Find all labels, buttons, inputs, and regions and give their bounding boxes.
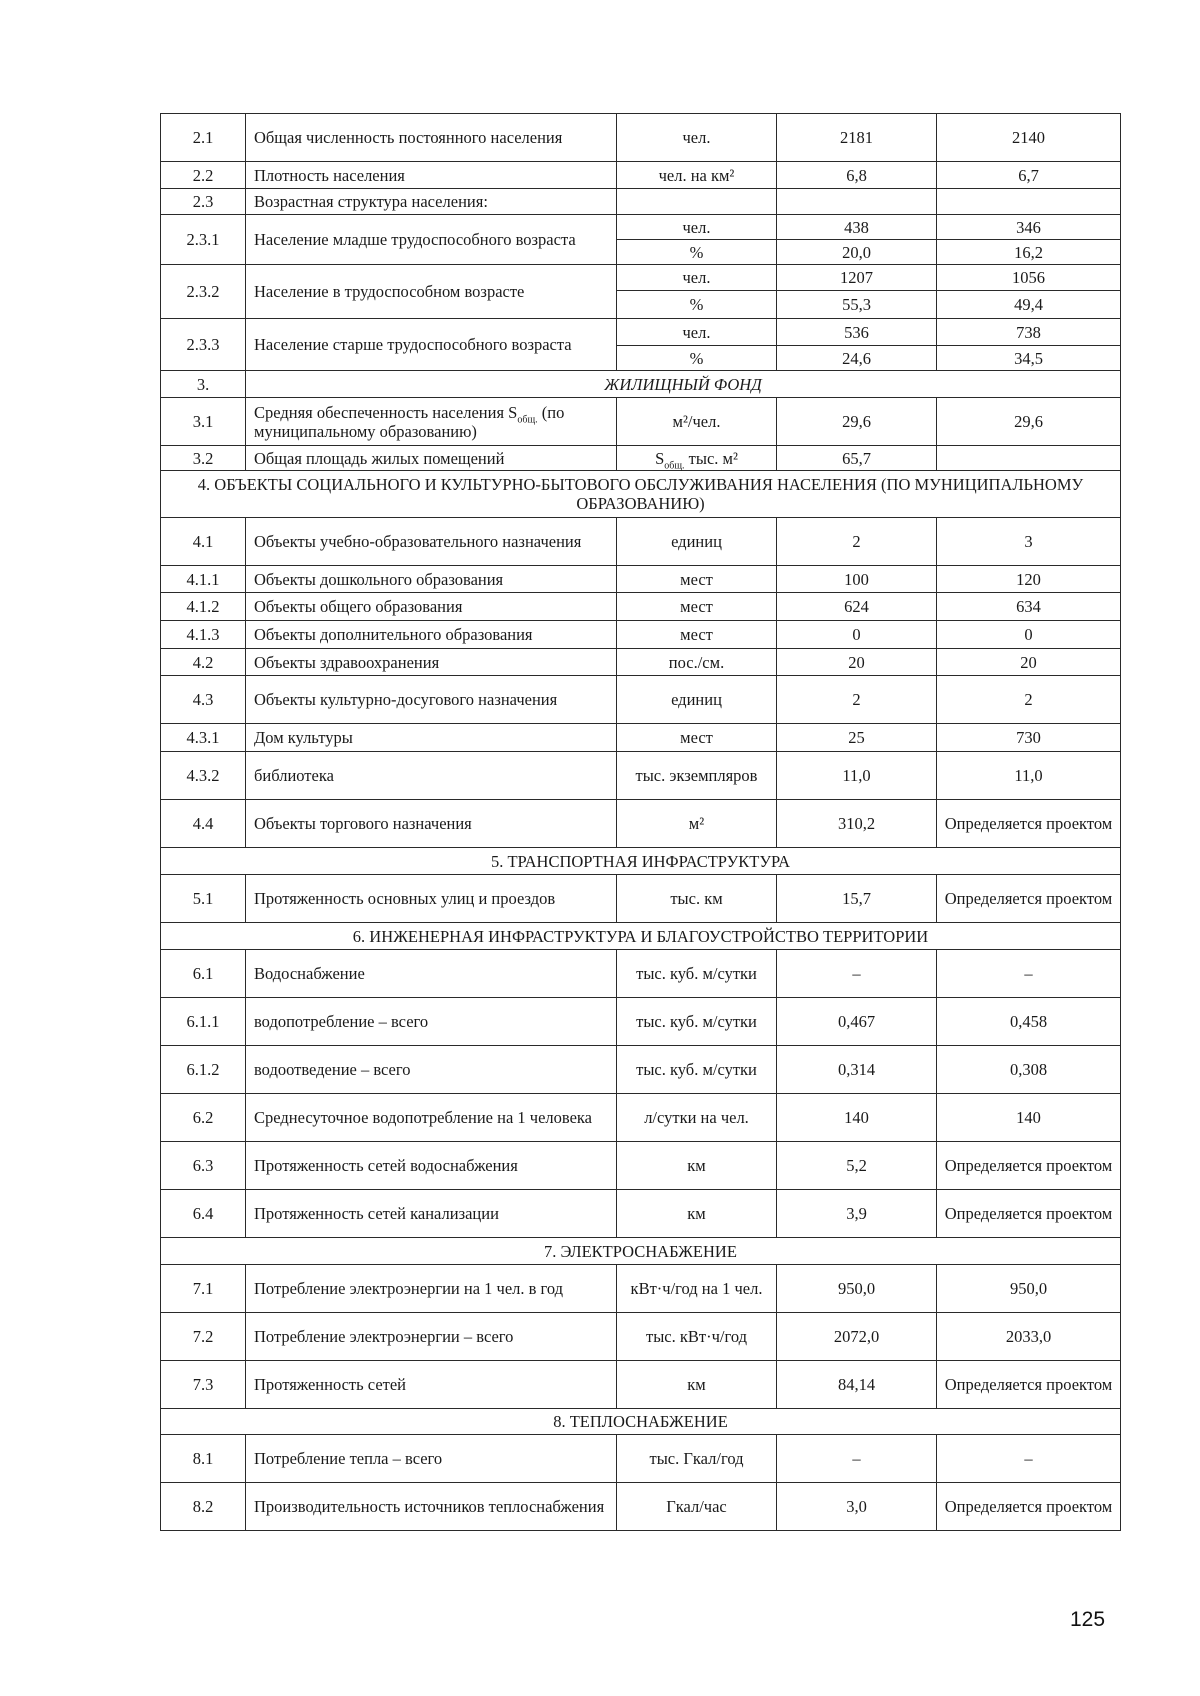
value-projected-cell: 3 — [937, 518, 1121, 566]
indicator-name-cell: Население старше трудоспособного возраста — [246, 319, 617, 371]
section-row — [161, 471, 1121, 518]
row-number-cell: 6.4 — [161, 1190, 246, 1238]
table-row — [161, 319, 1121, 346]
indicator-name-cell: Население младше трудоспособного возраста — [246, 215, 617, 265]
table-row — [161, 875, 1121, 923]
indicator-name-cell: Общая численность постоянного населения — [246, 114, 617, 162]
row-number-cell: 6.1.2 — [161, 1046, 246, 1094]
table-row — [161, 649, 1121, 676]
value-current-cell: 2 — [777, 676, 937, 724]
table-row — [161, 1190, 1121, 1238]
table-row — [161, 676, 1121, 724]
value-current-cell: 3,0 — [777, 1483, 937, 1531]
value-current-cell: 950,0 — [777, 1265, 937, 1313]
table-row — [161, 1313, 1121, 1361]
table-row — [161, 566, 1121, 593]
table-row — [161, 1265, 1121, 1313]
table-row — [161, 215, 1121, 240]
section-title: 7. ЭЛЕКТРОСНАБЖЕНИЕ — [161, 1238, 1121, 1265]
value-current-cell — [777, 189, 937, 215]
row-number-cell: 2.3.3 — [161, 319, 246, 371]
unit-cell: тыс. куб. м/сутки — [617, 1046, 777, 1094]
section-row — [161, 1238, 1121, 1265]
unit-cell: мест — [617, 621, 777, 649]
section-title: 8. ТЕПЛОСНАБЖЕНИЕ — [161, 1409, 1121, 1435]
table-row — [161, 800, 1121, 848]
table-row — [161, 1361, 1121, 1409]
unit-cell: мест — [617, 566, 777, 593]
table-row — [161, 518, 1121, 566]
indicator-name-cell: Общая площадь жилых помещений — [246, 446, 617, 471]
indicator-name-cell: Объекты учебно-образовательного назначения — [246, 518, 617, 566]
indicator-name-cell: Производительность источников теплоснабжения — [246, 1483, 617, 1531]
value-projected-cell: 2140 — [937, 114, 1121, 162]
indicator-name-cell: Водоснабжение — [246, 950, 617, 998]
value-current-cell: 0,314 — [777, 1046, 937, 1094]
row-number-cell: 4.3.2 — [161, 752, 246, 800]
unit-cell: чел. — [617, 114, 777, 162]
value-projected-cell: Определяется проектом — [937, 1142, 1121, 1190]
table-row — [161, 114, 1121, 162]
row-number-cell: 2.2 — [161, 162, 246, 189]
value-current-cell: 6,8 — [777, 162, 937, 189]
unit-cell: тыс. км — [617, 875, 777, 923]
value-current-cell: 20,0 — [777, 240, 937, 265]
indicator-name-cell: Объекты дошкольного образования — [246, 566, 617, 593]
row-number-cell: 2.3.1 — [161, 215, 246, 265]
value-projected-cell: 346 — [937, 215, 1121, 240]
indicator-name-cell: Потребление электроэнергии на 1 чел. в год — [246, 1265, 617, 1313]
unit-cell: % — [617, 291, 777, 319]
section-row — [161, 371, 1121, 398]
table-row — [161, 1142, 1121, 1190]
value-projected-cell: 20 — [937, 649, 1121, 676]
value-projected-cell: 1056 — [937, 265, 1121, 291]
value-current-cell: 140 — [777, 1094, 937, 1142]
value-current-cell: 0,467 — [777, 998, 937, 1046]
table-row — [161, 593, 1121, 621]
value-projected-cell: Определяется проектом — [937, 1190, 1121, 1238]
row-number-cell: 2.3 — [161, 189, 246, 215]
indicator-name-cell: Возрастная структура населения: — [246, 189, 617, 215]
table-row — [161, 162, 1121, 189]
unit-cell: чел. на км² — [617, 162, 777, 189]
value-current-cell: 1207 — [777, 265, 937, 291]
value-projected-cell — [937, 446, 1121, 471]
row-number-cell: 4.1.3 — [161, 621, 246, 649]
unit-cell: тыс. кВт·ч/год — [617, 1313, 777, 1361]
unit-cell: Гкал/час — [617, 1483, 777, 1531]
indicator-name-cell: водопотребление – всего — [246, 998, 617, 1046]
unit-cell: м²/чел. — [617, 398, 777, 446]
table-row — [161, 724, 1121, 752]
value-projected-cell: 2033,0 — [937, 1313, 1121, 1361]
row-number-cell: 6.1 — [161, 950, 246, 998]
unit-cell: л/сутки на чел. — [617, 1094, 777, 1142]
section-row — [161, 1409, 1121, 1435]
value-projected-cell: 0,458 — [937, 998, 1121, 1046]
unit-cell: единиц — [617, 676, 777, 724]
unit-cell: тыс. экземпляров — [617, 752, 777, 800]
indicator-name-cell: водоотведение – всего — [246, 1046, 617, 1094]
indicator-name-cell: Объекты здравоохранения — [246, 649, 617, 676]
indicator-name-cell: Потребление тепла – всего — [246, 1435, 617, 1483]
value-projected-cell — [937, 189, 1121, 215]
value-current-cell: 5,2 — [777, 1142, 937, 1190]
row-number-cell: 4.3.1 — [161, 724, 246, 752]
value-current-cell: 11,0 — [777, 752, 937, 800]
section-title: 4. ОБЪЕКТЫ СОЦИАЛЬНОГО И КУЛЬТУРНО-БЫТОВОГО ОБСЛУЖИВАНИЯ НАСЕЛЕНИЯ (ПО МУНИЦИПАЛЬНОМУ ОБРАЗОВАНИЮ) — [161, 471, 1121, 518]
table-row — [161, 1483, 1121, 1531]
unit-cell: км — [617, 1361, 777, 1409]
value-current-cell: 100 — [777, 566, 937, 593]
indicator-name-cell: Объекты торгового назначения — [246, 800, 617, 848]
table-row — [161, 1094, 1121, 1142]
row-number-cell: 8.1 — [161, 1435, 246, 1483]
row-number-cell: 7.3 — [161, 1361, 246, 1409]
unit-cell: кВт·ч/год на 1 чел. — [617, 1265, 777, 1313]
row-number-cell: 5.1 — [161, 875, 246, 923]
value-projected-cell: – — [937, 950, 1121, 998]
value-projected-cell: 34,5 — [937, 346, 1121, 371]
indicator-name-cell: Протяженность сетей водоснабжения — [246, 1142, 617, 1190]
table-row — [161, 998, 1121, 1046]
value-current-cell: 2181 — [777, 114, 937, 162]
row-number-cell: 3.2 — [161, 446, 246, 471]
value-projected-cell: 2 — [937, 676, 1121, 724]
row-number-cell: 7.2 — [161, 1313, 246, 1361]
table-row — [161, 265, 1121, 291]
row-number-cell: 4.1 — [161, 518, 246, 566]
table-row — [161, 621, 1121, 649]
unit-cell: % — [617, 240, 777, 265]
indicator-name-cell: Плотность населения — [246, 162, 617, 189]
value-current-cell: 2072,0 — [777, 1313, 937, 1361]
unit-cell: км — [617, 1142, 777, 1190]
table-row — [161, 752, 1121, 800]
value-current-cell: 2 — [777, 518, 937, 566]
row-number-cell: 4.1.1 — [161, 566, 246, 593]
section-title: ЖИЛИЩНЫЙ ФОНД — [246, 371, 1121, 398]
value-projected-cell: 11,0 — [937, 752, 1121, 800]
table-row — [161, 1046, 1121, 1094]
value-current-cell: 84,14 — [777, 1361, 937, 1409]
value-projected-cell: Определяется проектом — [937, 1361, 1121, 1409]
table-row — [161, 950, 1121, 998]
value-projected-cell: 29,6 — [937, 398, 1121, 446]
value-projected-cell: 738 — [937, 319, 1121, 346]
unit-cell — [617, 189, 777, 215]
value-projected-cell: 6,7 — [937, 162, 1121, 189]
unit-cell: чел. — [617, 215, 777, 240]
unit-cell: мест — [617, 724, 777, 752]
value-projected-cell: 634 — [937, 593, 1121, 621]
value-projected-cell: 120 — [937, 566, 1121, 593]
indicator-name-cell: Объекты дополнительного образования — [246, 621, 617, 649]
unit-cell: пос./см. — [617, 649, 777, 676]
unit-cell: единиц — [617, 518, 777, 566]
page-number: 125 — [1070, 1608, 1106, 1631]
unit-cell: тыс. Гкал/год — [617, 1435, 777, 1483]
section-title: 6. ИНЖЕНЕРНАЯ ИНФРАСТРУКТУРА И БЛАГОУСТРОЙСТВО ТЕРРИТОРИИ — [161, 923, 1121, 950]
row-number-cell: 6.2 — [161, 1094, 246, 1142]
unit-cell: км — [617, 1190, 777, 1238]
value-projected-cell: 0 — [937, 621, 1121, 649]
table-row — [161, 1435, 1121, 1483]
unit-cell: чел. — [617, 319, 777, 346]
value-projected-cell: 0,308 — [937, 1046, 1121, 1094]
value-current-cell: 55,3 — [777, 291, 937, 319]
indicator-name-cell: Протяженность сетей канализации — [246, 1190, 617, 1238]
section-number-cell: 3. — [161, 371, 246, 398]
indicator-name-cell: Протяженность сетей — [246, 1361, 617, 1409]
indicator-name-cell: Потребление электроэнергии – всего — [246, 1313, 617, 1361]
unit-cell: $S_{общ.}$ тыс. м² — [617, 446, 777, 471]
table-row — [161, 446, 1121, 471]
section-row — [161, 923, 1121, 950]
value-current-cell: 3,9 — [777, 1190, 937, 1238]
row-number-cell: 4.2 — [161, 649, 246, 676]
row-number-cell: 2.1 — [161, 114, 246, 162]
value-projected-cell: Определяется проектом — [937, 875, 1121, 923]
value-projected-cell: – — [937, 1435, 1121, 1483]
row-number-cell: 6.1.1 — [161, 998, 246, 1046]
value-projected-cell: 950,0 — [937, 1265, 1121, 1313]
indicator-name-cell: Среднесуточное водопотребление на 1 человека — [246, 1094, 617, 1142]
indicator-name-cell: Средняя обеспеченность населения $S_{общ.}$ (по муниципальному образованию) — [246, 398, 617, 446]
value-current-cell: 536 — [777, 319, 937, 346]
value-current-cell: 624 — [777, 593, 937, 621]
value-current-cell: 29,6 — [777, 398, 937, 446]
value-current-cell: 65,7 — [777, 446, 937, 471]
table-row — [161, 189, 1121, 215]
unit-cell: тыс. куб. м/сутки — [617, 998, 777, 1046]
unit-cell: тыс. куб. м/сутки — [617, 950, 777, 998]
indicator-name-cell: Дом культуры — [246, 724, 617, 752]
row-number-cell: 4.3 — [161, 676, 246, 724]
row-number-cell: 8.2 — [161, 1483, 246, 1531]
unit-cell: чел. — [617, 265, 777, 291]
unit-cell: мест — [617, 593, 777, 621]
row-number-cell: 4.4 — [161, 800, 246, 848]
indicator-name-cell: Население в трудоспособном возрасте — [246, 265, 617, 319]
indicator-name-cell: Протяженность основных улиц и проездов — [246, 875, 617, 923]
value-projected-cell: 730 — [937, 724, 1121, 752]
value-current-cell: – — [777, 950, 937, 998]
value-current-cell: – — [777, 1435, 937, 1483]
indicators-table — [160, 113, 1121, 1531]
value-projected-cell: Определяется проектом — [937, 1483, 1121, 1531]
row-number-cell: 4.1.2 — [161, 593, 246, 621]
value-projected-cell: 140 — [937, 1094, 1121, 1142]
value-projected-cell: 16,2 — [937, 240, 1121, 265]
table-row — [161, 398, 1121, 446]
value-current-cell: 310,2 — [777, 800, 937, 848]
unit-cell: % — [617, 346, 777, 371]
indicator-name-cell: Объекты общего образования — [246, 593, 617, 621]
value-current-cell: 438 — [777, 215, 937, 240]
value-current-cell: 24,6 — [777, 346, 937, 371]
value-current-cell: 0 — [777, 621, 937, 649]
row-number-cell: 2.3.2 — [161, 265, 246, 319]
row-number-cell: 7.1 — [161, 1265, 246, 1313]
value-projected-cell: 49,4 — [937, 291, 1121, 319]
indicator-name-cell: библиотека — [246, 752, 617, 800]
section-title: 5. ТРАНСПОРТНАЯ ИНФРАСТРУКТУРА — [161, 848, 1121, 875]
unit-cell: м² — [617, 800, 777, 848]
value-projected-cell: Определяется проектом — [937, 800, 1121, 848]
section-row — [161, 848, 1121, 875]
row-number-cell: 6.3 — [161, 1142, 246, 1190]
row-number-cell: 3.1 — [161, 398, 246, 446]
indicator-name-cell: Объекты культурно-досугового назначения — [246, 676, 617, 724]
value-current-cell: 25 — [777, 724, 937, 752]
value-current-cell: 20 — [777, 649, 937, 676]
value-current-cell: 15,7 — [777, 875, 937, 923]
